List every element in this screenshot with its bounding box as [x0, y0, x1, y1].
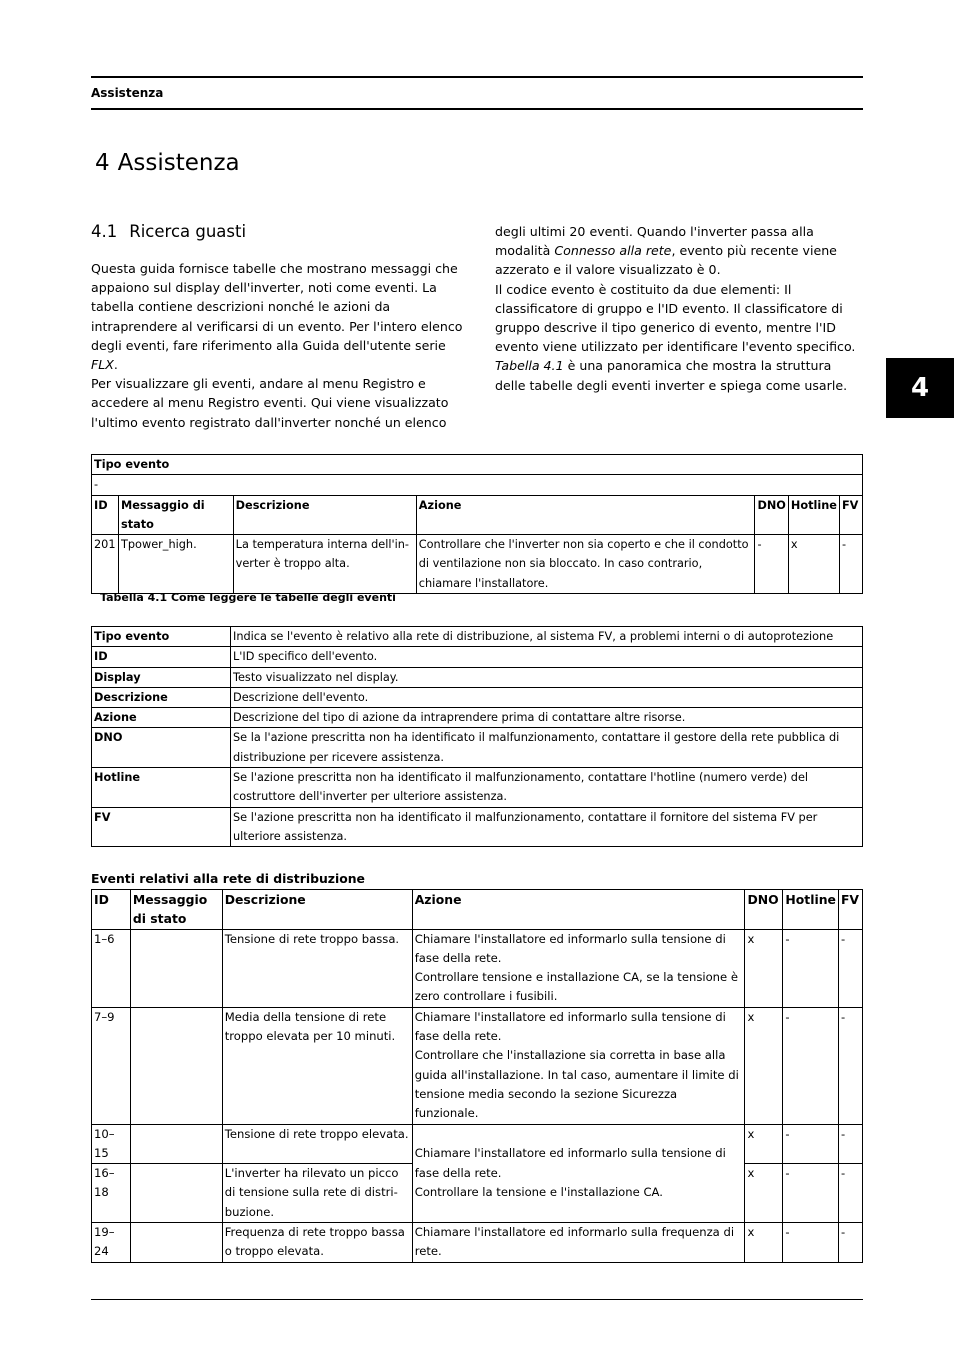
text: Questa guida fornisce tabelle che mostrano messaggi che appaiono sul display dell'inverter, noti come eventi. La tabella contiene descrizioni nonché le azioni da intraprendere al verificarsi di un evento. Per l'intero elenco degli eventi, fare riferimento alla Guida dell'utente serie: [91, 261, 463, 353]
paragraph: Per visualizzare gli eventi, andare al menu Registro e accedere al menu Registro eventi. Qui viene visualizzato l'ultimo evento registrato dall'inverter nonché un elenco: [91, 376, 449, 430]
col-header: Azione: [416, 495, 755, 535]
table-reference: Tabella 4.1: [495, 358, 564, 374]
legend-key: Descrizione: [92, 687, 231, 707]
legend-value: Indica se l'evento è relativo alla rete di distribuzione, al sistema FV, a problemi interni o di autoprotezione: [231, 627, 863, 647]
table-row: [92, 929, 863, 1007]
cell-id: 201: [92, 535, 119, 594]
cell-hotline: -: [783, 1164, 839, 1223]
chapter-number: 4: [95, 150, 110, 176]
cell-dno: x: [745, 1007, 783, 1124]
cell-hotline: -: [783, 1124, 839, 1164]
col-header: Hotline: [783, 890, 839, 930]
cell-action-merged: Chiamare l'installatore ed informarlo sulla tensione di fase della rete. Controllare la tensione e l'installazione CA.: [412, 1124, 745, 1222]
legend-key: Azione: [92, 708, 231, 728]
cell-action: Controllare che l'inverter non sia coperto e che il condotto di ventilazione non sia bloccato. In caso contrario, chiamare l'installatore.: [416, 535, 755, 594]
legend-key: Hotline: [92, 768, 231, 808]
cell-fv: -: [839, 535, 862, 594]
table-row: [92, 535, 863, 594]
cell-dno: -: [755, 535, 788, 594]
grid-events-table: [91, 889, 863, 1263]
emphasis: Connesso alla rete: [554, 243, 672, 259]
cell-fv: -: [838, 929, 862, 1007]
legend-value: Se la l'azione prescritta non ha identificato il malfunzionamento, contattare il gestore della rete pubblica di distribuzione per ricevere assistenza.: [231, 728, 863, 768]
table-row: [92, 667, 863, 687]
left-column: [91, 259, 463, 432]
table-row: [92, 627, 863, 647]
paragraph: [91, 259, 463, 374]
cell-id: 1–6: [92, 929, 131, 1007]
event-table-example: [91, 454, 863, 594]
chapter-tab-marker: 4: [886, 358, 954, 418]
legend-key: DNO: [92, 728, 231, 768]
legend-table: [91, 626, 863, 847]
table-row: [92, 807, 863, 847]
col-header: DNO: [745, 890, 783, 930]
cell-fv: -: [838, 1164, 862, 1223]
col-header: Descrizione: [222, 890, 412, 930]
cell-action: Chiamare l'installatore ed informarlo sulla tensione di fase della rete. Controllare che l'installazione sia corretta in base alla guida all'installazione. In tal caso, aumentare il limite di tensione media secondo la sezione Sicurezza funzionale.: [412, 1007, 745, 1124]
table-row: [92, 1223, 863, 1263]
legend-value: Se l'azione prescritta non ha identificato il malfunzionamento, contattare il fornitore del sistema FV per ulteriore assistenza.: [231, 807, 863, 847]
cell-description: L'inverter ha rilevato un picco di tensione sulla rete di distri-buzione.: [222, 1164, 412, 1223]
cell-fv: -: [838, 1124, 862, 1164]
table-row: [92, 768, 863, 808]
legend-value: Descrizione dell'evento.: [231, 687, 863, 707]
chapter-title-text: Assistenza: [117, 150, 240, 176]
grid-events-title: Eventi relativi alla rete di distribuzione: [91, 871, 365, 886]
chapter-title: [95, 150, 240, 176]
cell-hotline: -: [783, 929, 839, 1007]
legend-value: L'ID specifico dell'evento.: [231, 647, 863, 667]
text: .: [113, 357, 118, 373]
header-rule-bottom: [91, 108, 863, 110]
cell-dno: x: [745, 1223, 783, 1263]
cell-fv: -: [838, 1007, 862, 1124]
right-column: [495, 222, 865, 395]
col-header: Messaggio di stato: [130, 890, 222, 930]
cell-dno: x: [745, 1164, 783, 1223]
cell-description: Tensione di rete troppo bassa.: [222, 929, 412, 1007]
cell-action: Chiamare l'installatore ed informarlo sulla tensione di fase della rete. Controllare tensione e installazione CA, se la tensione è zero controllare i fusibili.: [412, 929, 745, 1007]
section-title-text: Ricerca guasti: [129, 222, 247, 241]
cell-status: Tpower_high.: [118, 535, 233, 594]
table-row: [92, 1124, 863, 1164]
text: degli ultimi 20 eventi. Quando l'inverter passa alla modalità: [495, 224, 814, 259]
cell-status: [130, 1124, 222, 1164]
cell-action: Chiamare l'installatore ed informarlo sulla frequenza di rete.: [412, 1223, 745, 1263]
legend-value: Descrizione del tipo di azione da intraprendere prima di contattare altre risorse.: [231, 708, 863, 728]
paragraph: Il codice evento è costituito da due elementi: Il classificatore di gruppo e l'ID evento. Il classificatore di gruppo descrive il tipo generico di evento, mentre l'ID evento viene utilizzato per identificare l'evento specifico.: [495, 281, 856, 355]
table-row: [92, 728, 863, 768]
running-header: Assistenza: [91, 86, 164, 100]
cell-fv: -: [838, 1223, 862, 1263]
cell-hotline: -: [783, 1007, 839, 1124]
cell-dno: x: [745, 929, 783, 1007]
cell-description: Tensione di rete troppo elevata.: [222, 1124, 412, 1164]
col-header: ID: [92, 890, 131, 930]
col-header: Messaggio di stato: [118, 495, 233, 535]
col-header: DNO: [755, 495, 788, 535]
col-header: Hotline: [788, 495, 839, 535]
col-header: Azione: [412, 890, 745, 930]
cell-description: Frequenza di rete troppo bassa o troppo elevata.: [222, 1223, 412, 1263]
table-row: [92, 708, 863, 728]
legend-key: ID: [92, 647, 231, 667]
cell-id: 7–9: [92, 1007, 131, 1124]
footer-rule: [91, 1299, 863, 1300]
section-title: [91, 222, 246, 241]
event-type-header: Tipo evento: [92, 455, 863, 475]
legend-value: Testo visualizzato nel display.: [231, 667, 863, 687]
cell-status: [130, 929, 222, 1007]
cell-hotline: -: [783, 1223, 839, 1263]
col-header: ID: [92, 495, 119, 535]
cell-id: 19–24: [92, 1223, 131, 1263]
col-header: FV: [839, 495, 862, 535]
table-row: [92, 647, 863, 667]
cell-status: [130, 1164, 222, 1223]
cell-id: 10–15: [92, 1124, 131, 1164]
cell-hotline: x: [788, 535, 839, 594]
event-type-value: -: [92, 475, 863, 495]
col-header: FV: [838, 890, 862, 930]
cell-description: Media della tensione di rete troppo elevata per 10 minuti.: [222, 1007, 412, 1124]
legend-value: Se l'azione prescritta non ha identificato il malfunzionamento, contattare l'hotline (numero verde) del costruttore dell'inverter per ulteriore assistenza.: [231, 768, 863, 808]
header-rule-top: [91, 76, 863, 78]
emphasis: FLX: [91, 357, 114, 373]
table-caption: Tabella 4.1 Come leggere le tabelle degli eventi: [100, 591, 396, 604]
paragraph: [495, 356, 865, 394]
paragraph: [495, 222, 865, 280]
col-header: Descrizione: [233, 495, 416, 535]
cell-description: La temperatura interna dell'in-verter è troppo alta.: [233, 535, 416, 594]
text: è una panoramica che mostra la struttura delle tabelle degli eventi inverter e spiega come usarle.: [495, 358, 848, 393]
table-row: [92, 1007, 863, 1124]
text: , evento più recente viene azzerato e il valore visualizzato è 0.: [495, 243, 837, 278]
table-row: [92, 687, 863, 707]
legend-key: FV: [92, 807, 231, 847]
cell-id: 16–18: [92, 1164, 131, 1223]
legend-key: Tipo evento: [92, 627, 231, 647]
section-number: 4.1: [91, 222, 118, 241]
cell-status: [130, 1007, 222, 1124]
legend-key: Display: [92, 667, 231, 687]
cell-status: [130, 1223, 222, 1263]
cell-dno: x: [745, 1124, 783, 1164]
